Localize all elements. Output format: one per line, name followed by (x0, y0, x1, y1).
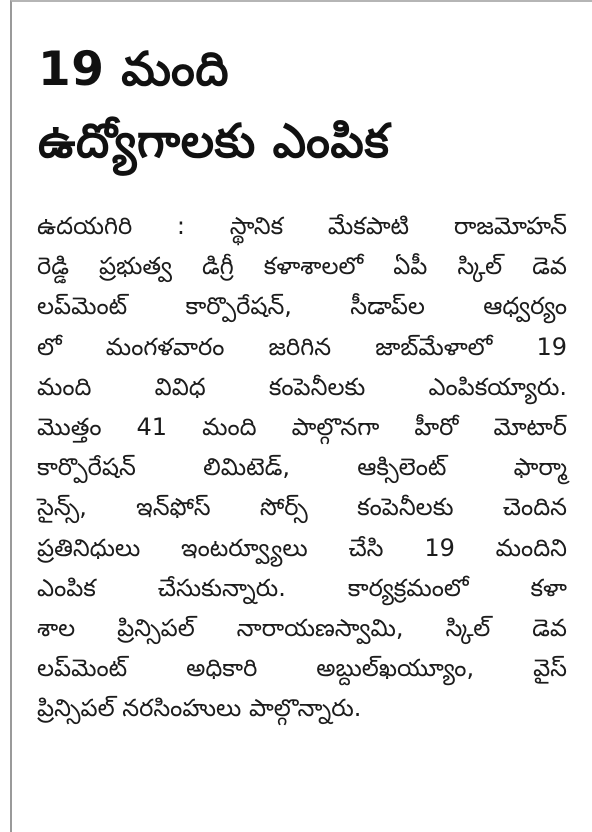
body-line: లప్‌మెంట్ కార్పొరేషన్, సీడాప్‌ల ఆధ్వర్యం (37, 292, 567, 321)
body-line: లో మంగళవారం జరిగిన జాబ్‌మేళాలో 19 (37, 332, 567, 361)
article-body (37, 206, 567, 729)
body-line: కార్పొరేషన్ లిమిటెడ్, ఆక్సిలెంట్ ఫార్మా (37, 453, 567, 482)
body-line: శాల ప్రిన్సిపల్ నారాయణస్వామి, స్కిల్ డెవ (37, 614, 567, 643)
body-line: లప్‌మెంట్ అధికారి అబ్దుల్‌ఖయ్యూం, వైస్ (37, 654, 567, 683)
body-line: ప్రిన్సిపల్ నరసింహులు పాల్గొన్నారు. (37, 694, 362, 723)
body-line: ఎంపిక చేసుకున్నారు. కార్యక్రమంలో కళా (37, 573, 567, 602)
body-line: ఉదయగిరి : స్థానిక మేకపాటి రాజమోహన్ (37, 212, 567, 240)
body-line: మంది వివిధ కంపెనీలకు ఎంపికయ్యారు. (37, 372, 567, 401)
body-line: మొత్తం 41 మంది పాల్గొనగా హీరో మోటార్ (37, 413, 567, 442)
article-headline (38, 34, 568, 178)
body-line: ప్రతినిధులు ఇంటర్వ్యూలు చేసి 19 మందిని (37, 533, 567, 562)
headline-line-1: 19 మంది (38, 42, 230, 97)
body-line: సైన్స్, ఇన్‌ఫోస్ సోర్స్ కంపెనీలకు చెందిన (37, 493, 567, 522)
body-line: రెడ్డి ప్రభుత్వ డిగ్రీ కళాశాలలో ఏపీ స్కిల్ డెవ (37, 252, 567, 281)
headline-line-2: ఉద్యోగాలకు ఎంపిక (38, 114, 390, 169)
